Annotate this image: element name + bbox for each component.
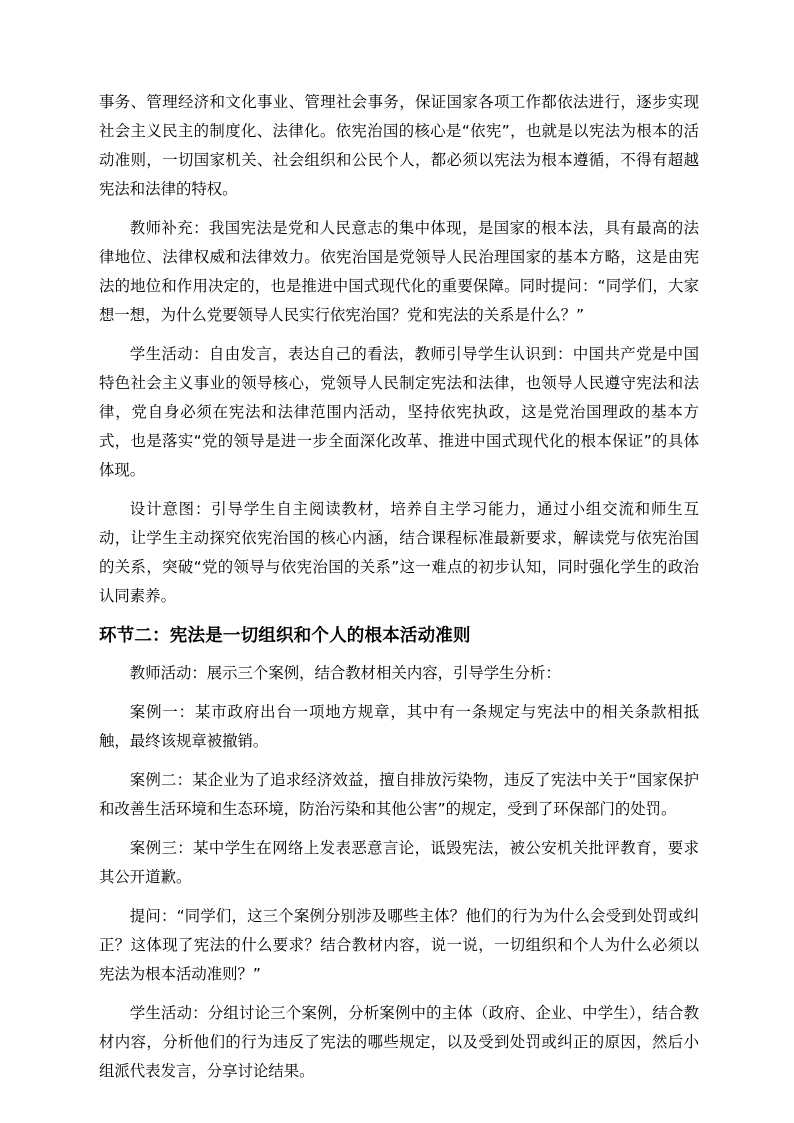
paragraph-question: 提问：“同学们，这三个案例分别涉及哪些主体？他们的行为为什么会受到处罚或纠正？这体现了宪法的什么要求？结合教材内容，说一说，一切组织和个人为什么必须以宪法为根本活动准则？” (99, 907, 699, 983)
paragraph-design-intent: 设计意图：引导学生自主阅读教材，培养自主学习能力，通过小组交流和师生互动，让学生主动探究依宪治国的核心内涵，结合课程标准最新要求，解读党与依宪治国的关系，突破“党的领导与依宪治国的关系”这一难点的初步认知，同时强化学生的政治认同素养。 (99, 500, 699, 605)
paragraph-group-discussion: 学生活动：分组讨论三个案例，分析案例中的主体（政府、企业、中学生），结合教材内容，分析他们的行为违反了宪法的哪些规定，以及受到处罚或纠正的原因，然后小组派代表发言，分享讨论结果。 (99, 1004, 699, 1080)
paragraph-continued: 事务、管理经济和文化事业、管理社会事务，保证国家各项工作都依法进行，逐步实现社会主义民主的制度化、法律化。依宪治国的核心是“依宪”，也就是以宪法为根本的活动准则，一切国家机关、社会组织和公民个人，都必须以宪法为根本遵循，不得有超越宪法和法律的特权。 (99, 93, 699, 198)
paragraph-case-two: 案例二：某企业为了追求经济效益，擅自排放污染物，违反了宪法中关于“国家保护和改善生活环境和生态环境，防治污染和其他公害”的规定，受到了环保部门的处罚。 (99, 771, 699, 818)
section-heading: 环节二：宪法是一切组织和个人的根本活动准则 (99, 626, 471, 646)
paragraph-case-three: 案例三：某中学生在网络上发表恶意言论，诋毁宪法，被公安机关批评教育，要求其公开道歉。 (99, 839, 699, 886)
paragraph-teacher-supplement: 教师补充：我国宪法是党和人民意志的集中体现，是国家的根本法，具有最高的法律地位、法律权威和法律效力。依宪治国是党领导人民治理国家的基本方略，这是由宪法的地位和作用决定的，也是推进中国式现代化的重要保障。同时提问：“同学们，大家想一想，为什么党要领导人民实行依宪治国？党和宪法的关系是什么？” (99, 219, 699, 324)
paragraph-teacher-activity: 教师活动：展示三个案例，结合教材相关内容，引导学生分析： (129, 664, 561, 682)
paragraph-student-activity: 学生活动：自由发言，表达自己的看法，教师引导学生认识到：中国共产党是中国特色社会主义事业的领导核心，党领导人民制定宪法和法律，也领导人民遵守宪法和法律，党自身必须在宪法和法律范围内活动，坚持依宪执政，这是党治国理政的基本方式，也是落实“党的领导是进一步全面深化改革、推进中国式现代化的根本保证”的具体体现。 (99, 345, 699, 479)
paragraph-case-one: 案例一：某市政府出台一项地方规章，其中有一条规定与宪法中的相关条款相抵触，最终该规章被撤销。 (99, 703, 699, 750)
document-page (99, 88, 699, 1096)
